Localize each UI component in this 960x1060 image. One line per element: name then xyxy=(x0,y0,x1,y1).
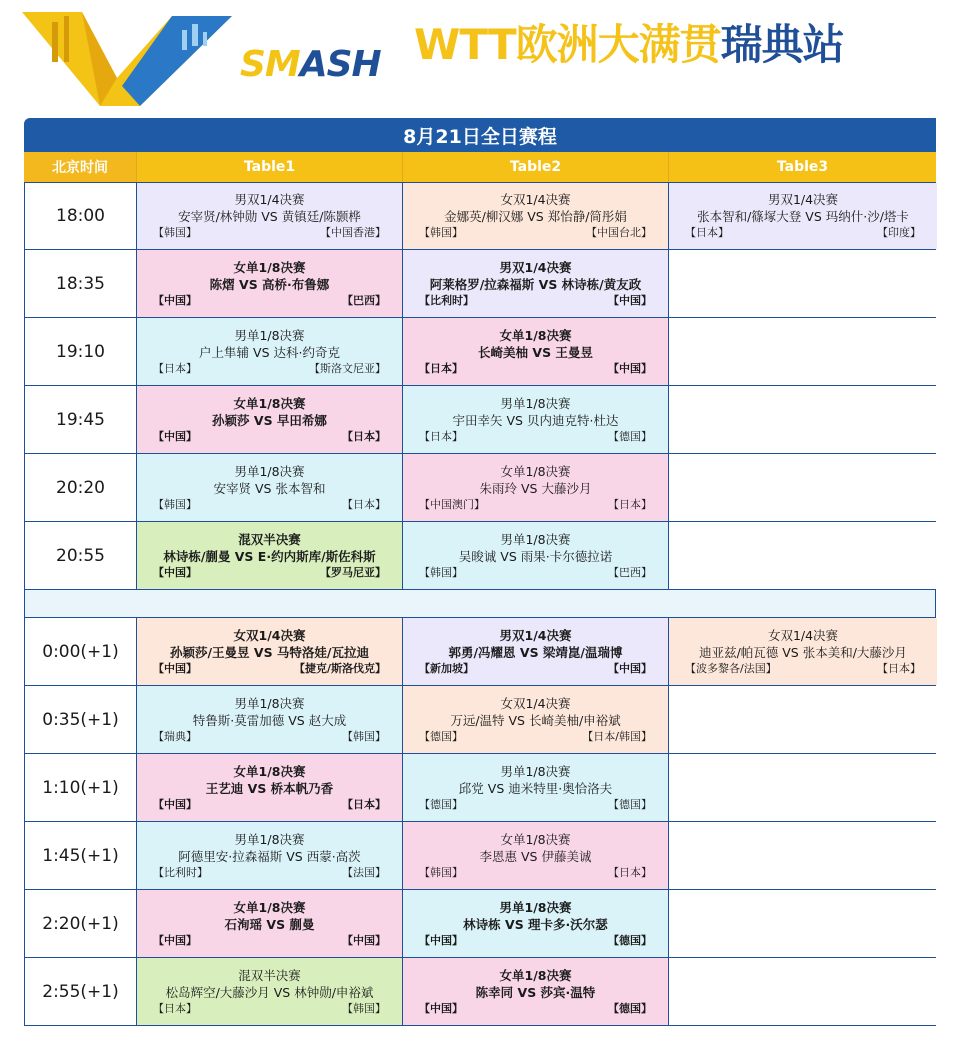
empty-slot xyxy=(669,822,937,889)
match-players: 陈熠 VS 高桥·布鲁娜 xyxy=(209,276,330,292)
match-players: 李恩惠 VS 伊藤美诚 xyxy=(479,848,592,864)
match-players: 孙颖莎 VS 早田希娜 xyxy=(212,412,327,428)
match-cell xyxy=(137,318,403,385)
schedule-table xyxy=(24,118,936,1026)
match-cell xyxy=(137,386,403,453)
match-players: 宇田幸矢 VS 贝内迪克特·杜达 xyxy=(452,412,619,428)
match-countries xyxy=(409,293,662,309)
match-countries xyxy=(409,865,662,881)
match-round: 女双1/4决赛 xyxy=(500,695,571,711)
match-countries xyxy=(143,497,396,513)
match-countries xyxy=(143,661,396,677)
match-countries xyxy=(409,429,662,445)
match-countries xyxy=(409,225,662,241)
schedule-row xyxy=(25,958,935,1026)
country-right: 【韩国】 xyxy=(342,729,386,743)
country-left: 【中国】 xyxy=(153,565,197,579)
country-right: 【中国】 xyxy=(608,361,652,375)
match-round: 男单1/8决赛 xyxy=(500,763,571,779)
country-left: 【中国】 xyxy=(153,429,197,443)
match-cell xyxy=(403,754,669,821)
country-right: 【中国】 xyxy=(608,293,652,307)
empty-slot xyxy=(669,522,937,589)
column-header-table3: Table3 xyxy=(668,152,936,182)
schedule-row xyxy=(25,250,935,318)
empty-slot xyxy=(669,318,937,385)
schedule-row xyxy=(25,890,935,958)
wtt-logo-icon xyxy=(22,8,232,108)
match-players: 金娜英/柳汉娜 VS 郑怡静/简彤娟 xyxy=(444,209,627,224)
match-players: 朱雨玲 VS 大藤沙月 xyxy=(479,480,592,496)
match-cell xyxy=(137,250,403,317)
match-time: 20:20 xyxy=(25,454,137,521)
country-right: 【中国香港】 xyxy=(320,226,386,239)
match-players: 郭勇/冯耀恩 VS 梁靖崑/温瑞博 xyxy=(448,644,623,660)
country-left: 【中国】 xyxy=(419,933,463,947)
match-cell xyxy=(669,183,937,249)
match-countries xyxy=(143,293,396,309)
country-left: 【中国】 xyxy=(153,797,197,811)
country-right: 【巴西】 xyxy=(342,293,386,307)
match-countries xyxy=(409,1001,662,1017)
country-left: 【韩国】 xyxy=(153,226,197,239)
match-players: 张本智和/篠塚大登 VS 玛纳什·沙/塔卡 xyxy=(697,209,909,224)
empty-slot xyxy=(669,890,937,957)
match-round: 女单1/8决赛 xyxy=(499,967,572,983)
match-round: 男双1/4决赛 xyxy=(499,627,572,643)
empty-slot xyxy=(669,686,937,753)
country-left: 【新加坡】 xyxy=(419,661,474,675)
match-time: 18:35 xyxy=(25,250,137,317)
match-cell xyxy=(403,250,669,317)
country-right: 【中国】 xyxy=(608,661,652,675)
country-left: 【德国】 xyxy=(419,797,463,811)
match-round: 混双半决赛 xyxy=(238,531,301,547)
country-right: 【德国】 xyxy=(608,797,652,811)
match-cell xyxy=(403,822,669,889)
match-round: 男双1/4决赛 xyxy=(767,192,839,207)
match-players: 林诗栋 VS 理卡多·沃尔瑟 xyxy=(463,916,608,932)
match-players: 孙颖莎/王曼昱 VS 马特洛娃/瓦拉迪 xyxy=(169,644,369,660)
country-left: 【中国】 xyxy=(153,933,197,947)
match-cell xyxy=(137,890,403,957)
match-time: 18:00 xyxy=(25,183,137,249)
country-left: 【中国澳门】 xyxy=(419,497,485,511)
match-cell xyxy=(403,522,669,589)
schedule-row xyxy=(25,686,935,754)
match-round: 女单1/8决赛 xyxy=(499,327,572,343)
column-header-time: 北京时间 xyxy=(24,152,136,182)
match-round: 女单1/8决赛 xyxy=(233,763,306,779)
match-countries xyxy=(143,729,396,745)
match-cell xyxy=(137,958,403,1025)
match-players: 石洵瑶 VS 蒯曼 xyxy=(224,916,315,932)
match-round: 男单1/8决赛 xyxy=(500,395,571,411)
match-time: 2:55(+1) xyxy=(25,958,137,1025)
schedule-grid xyxy=(24,182,936,1026)
match-countries xyxy=(675,225,931,241)
day-separator xyxy=(25,590,935,618)
match-cell xyxy=(403,618,669,685)
country-right: 【日本/韩国】 xyxy=(582,729,652,743)
country-left: 【比利时】 xyxy=(419,293,474,307)
match-players: 迪亚兹/帕瓦德 VS 张本美和/大藤沙月 xyxy=(699,644,907,660)
match-countries xyxy=(409,361,662,377)
match-countries xyxy=(143,565,396,581)
match-round: 男单1/8决赛 xyxy=(234,463,305,479)
country-right: 【日本】 xyxy=(608,865,652,879)
match-players: 长崎美柚 VS 王曼昱 xyxy=(478,344,593,360)
match-round: 女单1/8决赛 xyxy=(233,259,306,275)
match-time: 1:45(+1) xyxy=(25,822,137,889)
match-round: 女单1/8决赛 xyxy=(500,463,571,479)
column-header-table1: Table1 xyxy=(136,152,402,182)
schedule-row xyxy=(25,822,935,890)
match-countries xyxy=(143,933,396,949)
match-round: 男单1/8决赛 xyxy=(234,327,305,343)
column-headers xyxy=(24,152,936,182)
match-round: 女双1/4决赛 xyxy=(767,627,839,643)
match-players: 安宰贤/林钟勋 VS 黄镇廷/陈颢桦 xyxy=(178,209,361,224)
schedule-row xyxy=(25,522,935,590)
match-players: 吴晙诚 VS 雨果·卡尔德拉诺 xyxy=(458,548,613,564)
header xyxy=(0,0,960,115)
schedule-row xyxy=(25,182,935,250)
match-cell xyxy=(137,686,403,753)
match-cell xyxy=(137,454,403,521)
country-left: 【中国】 xyxy=(153,293,197,307)
match-time: 2:20(+1) xyxy=(25,890,137,957)
smash-brand xyxy=(240,44,381,85)
country-right: 【日本】 xyxy=(608,497,652,511)
country-right: 【罗马尼亚】 xyxy=(320,565,386,579)
match-players: 特鲁斯·莫雷加德 VS 赵大成 xyxy=(192,712,347,728)
column-header-table2: Table2 xyxy=(402,152,668,182)
country-right: 【德国】 xyxy=(608,1001,652,1015)
country-right: 【斯洛文尼亚】 xyxy=(309,361,386,375)
match-round: 男单1/8决赛 xyxy=(234,695,305,711)
country-left: 【中国】 xyxy=(419,1001,463,1015)
match-cell xyxy=(403,318,669,385)
empty-slot xyxy=(669,386,937,453)
date-title: 8月21日全日赛程 xyxy=(24,118,936,152)
country-left: 【比利时】 xyxy=(153,865,208,879)
country-right: 【德国】 xyxy=(608,933,652,947)
match-countries xyxy=(675,661,931,677)
match-time: 0:00(+1) xyxy=(25,618,137,685)
country-left: 【日本】 xyxy=(419,361,463,375)
match-cell xyxy=(403,958,669,1025)
match-cell xyxy=(669,618,937,685)
match-players: 万远/温特 VS 长崎美柚/申裕斌 xyxy=(450,712,621,728)
match-cell xyxy=(403,890,669,957)
match-round: 女双1/4决赛 xyxy=(233,627,306,643)
brand-part2: ASH xyxy=(299,44,381,85)
country-right: 【法国】 xyxy=(342,865,386,879)
match-time: 19:45 xyxy=(25,386,137,453)
match-countries xyxy=(409,497,662,513)
match-round: 男双1/4决赛 xyxy=(499,259,572,275)
country-right: 【日本】 xyxy=(342,429,386,443)
country-right: 【日本】 xyxy=(342,497,386,511)
country-right: 【日本】 xyxy=(342,797,386,811)
match-countries xyxy=(143,865,396,881)
match-round: 男单1/8决赛 xyxy=(500,531,571,547)
match-time: 1:10(+1) xyxy=(25,754,137,821)
match-round: 男单1/8决赛 xyxy=(499,899,572,915)
match-players: 松岛辉空/大藤沙月 VS 林钟勋/申裕斌 xyxy=(165,984,374,1000)
match-countries xyxy=(143,1001,396,1017)
match-cell xyxy=(137,183,403,249)
match-players: 林诗栋/蒯曼 VS E·约内斯库/斯佐科斯 xyxy=(163,548,376,564)
schedule-row xyxy=(25,386,935,454)
match-cell xyxy=(137,618,403,685)
country-left: 【中国】 xyxy=(153,661,197,675)
country-left: 【瑞典】 xyxy=(153,729,197,743)
schedule-row xyxy=(25,618,935,686)
match-players: 户上隼辅 VS 达科·约奇克 xyxy=(199,344,340,360)
match-countries xyxy=(409,661,662,677)
country-right: 【中国】 xyxy=(342,933,386,947)
country-right: 【印度】 xyxy=(877,226,921,239)
match-time: 0:35(+1) xyxy=(25,686,137,753)
match-countries xyxy=(409,729,662,745)
country-left: 【日本】 xyxy=(153,361,197,375)
match-cell xyxy=(137,522,403,589)
country-left: 【韩国】 xyxy=(419,226,463,239)
title-part2: 瑞典站 xyxy=(720,20,844,69)
country-left: 【日本】 xyxy=(419,429,463,443)
empty-slot xyxy=(669,958,937,1025)
match-countries xyxy=(143,225,396,241)
country-left: 【日本】 xyxy=(153,1001,197,1015)
match-countries xyxy=(143,361,396,377)
match-countries xyxy=(143,429,396,445)
country-left: 【韩国】 xyxy=(153,497,197,511)
empty-slot xyxy=(669,250,937,317)
page-title xyxy=(414,12,844,72)
match-cell xyxy=(403,386,669,453)
match-players: 阿德里安·拉森福斯 VS 西蒙·高茨 xyxy=(178,848,361,864)
match-countries xyxy=(409,797,662,813)
empty-slot xyxy=(669,454,937,521)
match-round: 女单1/8决赛 xyxy=(233,395,306,411)
country-left: 【德国】 xyxy=(419,729,463,743)
schedule-row xyxy=(25,318,935,386)
match-cell xyxy=(403,183,669,249)
schedule-row xyxy=(25,754,935,822)
match-round: 女双1/4决赛 xyxy=(500,192,571,207)
match-round: 男双1/4决赛 xyxy=(234,192,305,207)
country-right: 【巴西】 xyxy=(608,565,652,579)
match-cell xyxy=(403,686,669,753)
title-part1: WTT欧洲大满贯 xyxy=(414,20,721,69)
country-right: 【德国】 xyxy=(608,429,652,443)
match-round: 女单1/8决赛 xyxy=(233,899,306,915)
match-cell xyxy=(137,754,403,821)
match-countries xyxy=(409,565,662,581)
match-players: 安宰贤 VS 张本智和 xyxy=(213,480,326,496)
schedule-row xyxy=(25,454,935,522)
match-players: 陈幸同 VS 莎宾·温特 xyxy=(475,984,596,1000)
match-time: 19:10 xyxy=(25,318,137,385)
match-countries xyxy=(143,797,396,813)
country-right: 【韩国】 xyxy=(342,1001,386,1015)
match-players: 阿莱格罗/拉森福斯 VS 林诗栋/黄友政 xyxy=(429,276,642,292)
match-round: 男单1/8决赛 xyxy=(234,831,305,847)
country-left: 【韩国】 xyxy=(419,565,463,579)
country-left: 【韩国】 xyxy=(419,865,463,879)
country-right: 【中国台北】 xyxy=(586,226,652,239)
country-right: 【捷克/斯洛伐克】 xyxy=(293,661,386,675)
empty-slot xyxy=(669,754,937,821)
match-cell xyxy=(137,822,403,889)
match-players: 邱党 VS 迪米特里·奥恰洛夫 xyxy=(458,780,613,796)
country-right: 【日本】 xyxy=(877,661,921,675)
match-players: 王艺迪 VS 桥本帆乃香 xyxy=(205,780,334,796)
brand-part1: SM xyxy=(240,44,300,85)
match-round: 女单1/8决赛 xyxy=(500,831,571,847)
match-countries xyxy=(409,933,662,949)
country-left: 【波多黎各/法国】 xyxy=(685,661,777,675)
match-time: 20:55 xyxy=(25,522,137,589)
match-round: 混双半决赛 xyxy=(238,967,301,983)
match-cell xyxy=(403,454,669,521)
country-left: 【日本】 xyxy=(685,226,729,239)
